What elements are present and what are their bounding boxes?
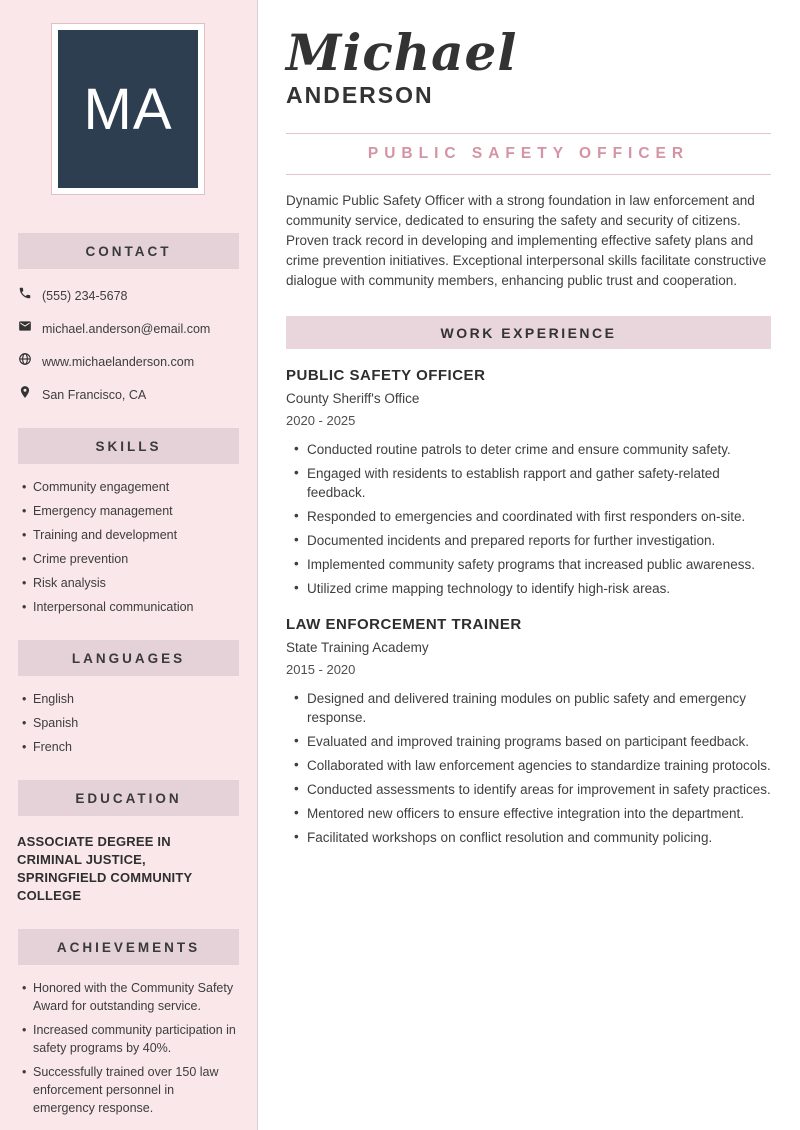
email-icon [18,319,32,338]
list-item: • Documented incidents and prepared reports for further investigation. [294,531,771,550]
job-entry [286,367,771,598]
main-column [258,0,800,1130]
job-title: PUBLIC SAFETY OFFICER [367,145,690,162]
job-entry-dates: 2015 - 2020 [286,662,356,677]
job-entry-title: PUBLIC SAFETY OFFICER [286,367,486,384]
list-item: • Responded to emergencies and coordinated with first responders on-site. [294,507,771,526]
list-item: • Collaborated with law enforcement agencies to standardize training protocols. [294,756,771,775]
list-item: • Honored with the Community Safety Award for outstanding service. [22,979,239,1015]
profile-photo [58,30,198,188]
achievements-section-heading: ACHIEVEMENTS [18,929,239,965]
profile-summary: Dynamic Public Safety Officer with a strong foundation in law enforcement and community service, dedicated to ensuring the safety and security of citizens. Proven track record in developing and implementing effective safety plans and crime prevention initiatives. Exceptional interpersonal skills facilitate constructive dialogue with community members, enhancing public trust and cooperation. [286,193,767,288]
list-item: • Community engagement [22,478,239,496]
location-text: San Francisco, CA [42,387,147,402]
location-icon [18,385,32,404]
languages-section-heading: LANGUAGES [18,640,239,676]
contact-row-location [18,385,239,404]
website-icon [18,352,32,371]
first-name: Michael [286,23,518,82]
languages-list [0,676,257,756]
list-item: • English [22,690,239,708]
list-item: • Risk analysis [22,574,239,592]
achievements-list [0,965,257,1117]
list-item: • Designed and delivered training modules on public safety and emergency response. [294,689,771,727]
list-item: • Implemented community safety programs that increased public awareness. [294,555,771,574]
list-item: • Increased community participation in safety programs by 40%. [22,1021,239,1057]
sidebar [0,0,258,1130]
contact-section-heading: CONTACT [18,233,239,269]
list-item: • Utilized crime mapping technology to identify high-risk areas. [294,579,771,598]
job-entry-dates: 2020 - 2025 [286,413,356,428]
list-item: • Conducted routine patrols to deter crime and ensure community safety. [294,440,771,459]
list-item: • French [22,738,239,756]
last-name: ANDERSON [286,82,434,108]
skills-list [0,464,257,616]
job-entry-company: State Training Academy [286,640,429,655]
list-item: • Conducted assessments to identify areas for improvement in safety practices. [294,780,771,799]
job-bullet-list [286,440,771,598]
list-item: • Spanish [22,714,239,732]
list-item: • Interpersonal communication [22,598,239,616]
list-item: • Training and development [22,526,239,544]
website-url: www.michaelanderson.com [42,354,195,369]
contact-row-email [18,319,239,338]
job-title-band [286,133,771,175]
contact-list [0,269,257,404]
education-section-heading: EDUCATION [18,780,239,816]
contact-row-phone [18,286,239,305]
job-entry-title: LAW ENFORCEMENT TRAINER [286,616,522,633]
email-address: michael.anderson@email.com [42,321,211,336]
education-degree: ASSOCIATE DEGREE IN CRIMINAL JUSTICE, SPRINGFIELD COMMUNITY COLLEGE [17,834,193,903]
monogram-initials: MA [83,76,173,142]
work-experience-heading: WORK EXPERIENCE [286,316,771,349]
list-item: • Evaluated and improved training programs based on participant feedback. [294,732,771,751]
list-item: • Crime prevention [22,550,239,568]
profile-photo-frame [51,23,205,195]
list-item: • Emergency management [22,502,239,520]
skills-section-heading: SKILLS [18,428,239,464]
job-entry [286,616,771,847]
list-item: • Successfully trained over 150 law enforcement personnel in emergency response. [22,1063,239,1117]
list-item: • Mentored new officers to ensure effective integration into the department. [294,804,771,823]
phone-icon [18,286,32,305]
job-bullet-list [286,689,771,847]
contact-row-website [18,352,239,371]
job-entry-company: County Sheriff's Office [286,391,420,406]
list-item: • Engaged with residents to establish rapport and gather safety-related feedback. [294,464,771,502]
phone-number: (555) 234-5678 [42,288,128,303]
list-item: • Facilitated workshops on conflict resolution and community policing. [294,828,771,847]
